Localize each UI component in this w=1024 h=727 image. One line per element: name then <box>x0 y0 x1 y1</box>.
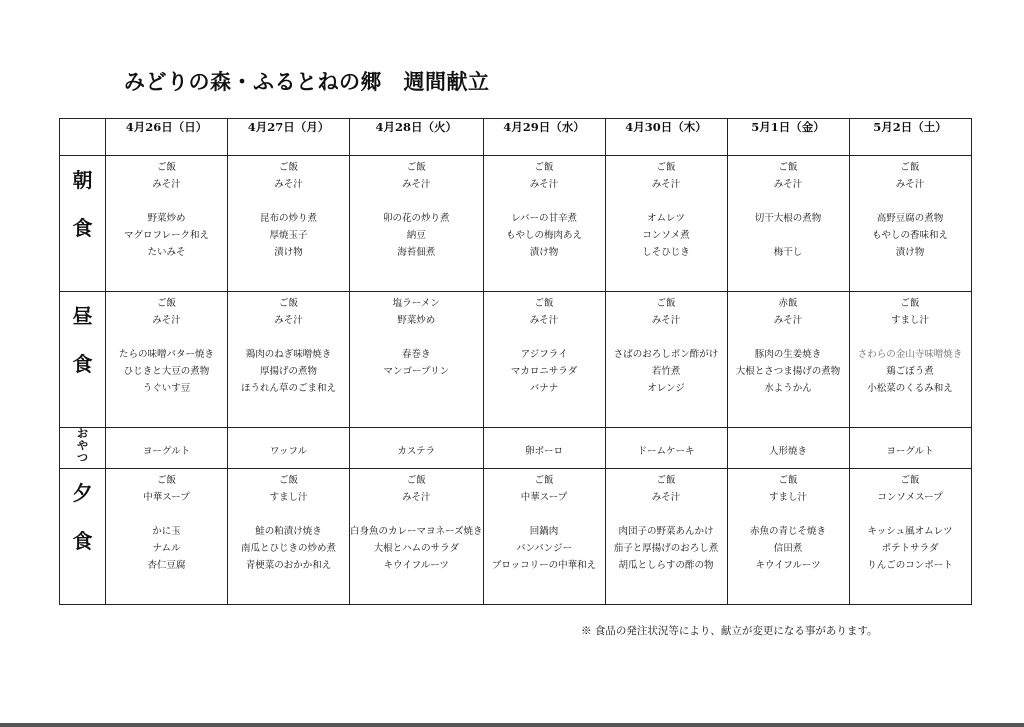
dinner-label-text: 夕食 <box>72 481 93 553</box>
menu-item: 厚焼玉子 <box>269 230 308 241</box>
menu-item <box>228 329 349 346</box>
menu-item: 中華スープ <box>143 492 190 503</box>
lunch-cell <box>483 292 605 428</box>
lunch-row <box>60 292 972 428</box>
snack-row <box>60 428 972 469</box>
menu-items <box>728 469 849 574</box>
menu-item: ブロッコリーの中華和え <box>491 560 597 571</box>
menu-item: キウイフルーツ <box>755 560 821 571</box>
menu-item: ご飯 <box>778 162 798 173</box>
page-title: みどりの森・ふるとねの郷 週間献立 <box>124 69 490 94</box>
menu-item: コンソメ煮 <box>642 230 690 241</box>
menu-item: ナムル <box>152 543 181 554</box>
menu-item: 杏仁豆腐 <box>147 560 186 571</box>
snack-cell <box>106 428 228 469</box>
menu-item: 青梗菜のおかか和え <box>245 560 332 571</box>
menu-items <box>606 156 727 261</box>
menu-item: 信田煮 <box>773 543 803 554</box>
menu-item: 春巻き <box>402 349 431 360</box>
menu-item: ご飯 <box>534 162 554 173</box>
menu-item: 野菜炒め <box>147 213 186 224</box>
menu-item: みそ汁 <box>152 315 181 326</box>
menu-item: 鮭の粕漬け焼き <box>255 526 322 537</box>
lunch-label-text: 昼食 <box>72 304 93 376</box>
menu-item: すまし汁 <box>891 315 930 326</box>
lunch-cell <box>106 292 228 428</box>
menu-item <box>728 329 849 346</box>
menu-item: 茄子と厚揚げのおろし煮 <box>613 543 719 554</box>
menu-item <box>728 227 849 244</box>
snack-cell <box>228 428 350 469</box>
menu-item: バンバンジー <box>515 543 573 554</box>
menu-item: 漬け物 <box>895 247 925 258</box>
menu-item: りんごのコンポート <box>867 560 953 571</box>
menu-item: 胡瓜としらすの酢の物 <box>618 560 714 571</box>
lunch-cell <box>605 292 727 428</box>
menu-item <box>728 193 849 210</box>
menu-items <box>850 292 971 397</box>
menu-item: しそひじき <box>642 247 690 258</box>
dinner-cell <box>483 469 605 605</box>
menu-item: 赤飯 <box>778 298 798 309</box>
lunch-cell <box>727 292 849 428</box>
menu-item: ご飯 <box>900 298 920 309</box>
menu-item: ご飯 <box>156 162 176 173</box>
menu-item <box>350 380 483 397</box>
lunch-label <box>60 292 106 428</box>
menu-items <box>228 156 349 261</box>
menu-item <box>106 506 227 523</box>
menu-item: ご飯 <box>156 298 176 309</box>
breakfast-cell <box>483 156 605 292</box>
snack-item: カステラ <box>397 445 436 457</box>
snack-item: 卵ボーロ <box>525 445 564 457</box>
dinner-row <box>60 469 972 605</box>
menu-item: ポテトサラダ <box>881 543 939 554</box>
menu-item: みそ汁 <box>895 179 925 190</box>
menu-item: ご飯 <box>534 298 554 309</box>
menu-item: 梅干し <box>773 247 803 258</box>
menu-item <box>484 506 605 523</box>
menu-item: みそ汁 <box>529 179 559 190</box>
menu-items <box>484 292 605 397</box>
menu-item: もやしの香味和え <box>872 230 949 241</box>
menu-item <box>484 329 605 346</box>
menu-item: 海苔佃煮 <box>397 247 436 258</box>
menu-item: さばのおろしポン酢がけ <box>613 349 719 360</box>
menu-item: コンソメスープ <box>877 492 943 503</box>
menu-item: ご飯 <box>900 475 920 486</box>
menu-item: もやしの梅肉あえ <box>506 230 583 241</box>
dinner-cell <box>106 469 228 605</box>
menu-items <box>484 156 605 261</box>
menu-item: 中華スープ <box>520 492 568 503</box>
day-header: 4月27日（月） <box>228 119 350 156</box>
lunch-cell <box>228 292 350 428</box>
menu-item: たらの味噌バター焼き <box>118 349 214 360</box>
breakfast-cell <box>106 156 228 292</box>
dinner-cell <box>727 469 849 605</box>
menu-item: ひじきと大豆の煮物 <box>123 366 210 377</box>
menu-item <box>350 193 483 210</box>
menu-item: ご飯 <box>406 162 426 173</box>
breakfast-row <box>60 156 972 292</box>
footnote: ※ 食品の発注状況等により、献立が変更になる事があります。 <box>581 625 878 637</box>
day-header: 5月2日（土） <box>849 119 971 156</box>
menu-item: みそ汁 <box>773 315 803 326</box>
menu-items <box>106 469 227 574</box>
menu-item: レバーの甘辛煮 <box>511 213 577 224</box>
snack-item: ドームケーキ <box>637 445 695 457</box>
menu-item <box>350 506 483 523</box>
menu-item: みそ汁 <box>773 179 803 190</box>
menu-item <box>228 506 349 523</box>
menu-item: ご飯 <box>900 162 920 173</box>
snack-item: ヨーグルト <box>142 445 191 457</box>
menu-item: さわらの金山寺味噌焼き <box>857 349 963 360</box>
menu-item: みそ汁 <box>651 492 681 503</box>
menu-item: 南瓜とひじきの炒め煮 <box>240 543 336 554</box>
menu-item: 昆布の炒り煮 <box>259 213 317 224</box>
menu-item: みそ汁 <box>529 315 559 326</box>
menu-item: ご飯 <box>278 298 298 309</box>
menu-item <box>850 329 971 346</box>
menu-item: バナナ <box>529 383 559 394</box>
breakfast-label <box>60 156 106 292</box>
menu-items <box>728 156 849 261</box>
menu-item: マカロニサラダ <box>510 366 578 377</box>
menu-item: オレンジ <box>647 383 685 394</box>
menu-item: ご飯 <box>406 475 426 486</box>
menu-item: 漬け物 <box>529 247 559 258</box>
menu-item: 切干大根の煮物 <box>754 213 822 224</box>
menu-items <box>728 292 849 397</box>
menu-item <box>106 193 227 210</box>
menu-item <box>606 193 727 210</box>
menu-item: みそ汁 <box>274 179 303 190</box>
menu-item: オムレツ <box>647 213 686 224</box>
menu-item: アジフライ <box>520 349 568 360</box>
menu-item: みそ汁 <box>651 179 681 190</box>
menu-item <box>606 506 727 523</box>
menu-item: みそ汁 <box>402 179 431 190</box>
lunch-cell <box>849 292 971 428</box>
menu-items <box>228 469 349 574</box>
menu-item: 小松菜のくるみ和え <box>867 383 953 394</box>
menu-item <box>850 193 971 210</box>
snack-cell <box>605 428 727 469</box>
breakfast-cell <box>228 156 350 292</box>
menu-item: すまし汁 <box>269 492 308 503</box>
menu-item: ご飯 <box>778 475 798 486</box>
menu-item: ご飯 <box>656 162 676 173</box>
menu-item <box>484 193 605 210</box>
menu-item <box>228 193 349 210</box>
menu-items <box>350 156 483 261</box>
menu-item <box>350 329 483 346</box>
snack-cell <box>483 428 605 469</box>
dinner-cell <box>228 469 350 605</box>
menu-items <box>606 469 727 574</box>
menu-item: キウイフルーツ <box>383 560 449 571</box>
menu-item: 回鍋肉 <box>529 526 559 537</box>
menu-item: たいみそ <box>147 247 186 258</box>
breakfast-label-text: 朝食 <box>72 168 93 240</box>
menu-item: 水ようかん <box>764 383 812 394</box>
breakfast-cell <box>727 156 849 292</box>
menu-items <box>350 292 483 397</box>
menu-items <box>850 156 971 261</box>
menu-item: 漬け物 <box>274 247 303 258</box>
corner-cell <box>60 119 106 156</box>
menu-items <box>484 469 605 574</box>
menu-item: 塩ラーメン <box>392 298 440 309</box>
menu-items <box>228 292 349 397</box>
snack-label-text: おやつ <box>77 427 88 464</box>
day-header: 4月28日（火） <box>350 119 484 156</box>
menu-item: マグロフレーク和え <box>123 230 210 241</box>
snack-cell <box>849 428 971 469</box>
menu-item: マンゴープリン <box>383 366 450 377</box>
bottom-bar <box>0 723 1024 727</box>
menu-item: ご飯 <box>656 475 676 486</box>
menu-item: ご飯 <box>534 475 554 486</box>
menu-items <box>106 156 227 261</box>
menu-item: みそ汁 <box>152 179 181 190</box>
menu-item: うぐいす豆 <box>142 383 191 394</box>
day-header: 4月29日（水） <box>483 119 605 156</box>
menu-item <box>606 329 727 346</box>
menu-item <box>106 329 227 346</box>
menu-item: 大根とハムのサラダ <box>373 543 459 554</box>
menu-item: ほうれん草のごま和え <box>240 383 336 394</box>
menu-items <box>850 469 971 574</box>
snack-label <box>60 428 106 469</box>
menu-item: 赤魚の青じそ焼き <box>750 526 827 537</box>
day-header: 4月26日（日） <box>106 119 228 156</box>
day-header-row <box>60 119 972 156</box>
snack-cell <box>727 428 849 469</box>
day-header: 5月1日（金） <box>727 119 849 156</box>
menu-item: みそ汁 <box>274 315 303 326</box>
menu-item: ご飯 <box>278 475 298 486</box>
dinner-cell <box>849 469 971 605</box>
menu-item: 鶏肉のねぎ味噌焼き <box>245 349 332 360</box>
menu-item: 若竹煮 <box>651 366 681 377</box>
menu-item: ご飯 <box>656 298 676 309</box>
snack-item: 人形焼き <box>769 445 808 457</box>
menu-item: ご飯 <box>278 162 298 173</box>
snack-item: ヨーグルト <box>886 445 934 457</box>
dinner-label <box>60 469 106 605</box>
menu-item: かに玉 <box>152 526 181 537</box>
menu-item: 鶏ごぼう煮 <box>886 366 934 377</box>
breakfast-cell <box>350 156 484 292</box>
menu-item: 厚揚げの煮物 <box>259 366 317 377</box>
menu-item <box>850 506 971 523</box>
menu-item: すまし汁 <box>769 492 808 503</box>
weekly-menu-table <box>59 118 972 605</box>
menu-items <box>106 292 227 397</box>
dinner-cell <box>605 469 727 605</box>
day-header: 4月30日（木） <box>605 119 727 156</box>
menu-item: みそ汁 <box>651 315 681 326</box>
dinner-cell <box>350 469 484 605</box>
menu-item: ご飯 <box>156 475 176 486</box>
snack-cell <box>350 428 484 469</box>
menu-item: 白身魚のカレーマヨネーズ焼き <box>350 526 483 537</box>
menu-item: 豚肉の生姜焼き <box>754 349 822 360</box>
menu-item: 野菜炒め <box>397 315 436 326</box>
menu-item: 納豆 <box>406 230 426 241</box>
menu-item: 大根とさつま揚げの煮物 <box>735 366 841 377</box>
menu-item: 肉団子の野菜あんかけ <box>618 526 714 537</box>
breakfast-cell <box>605 156 727 292</box>
menu-item: みそ汁 <box>402 492 431 503</box>
menu-items <box>350 469 483 574</box>
breakfast-cell <box>849 156 971 292</box>
menu-item: 高野豆腐の煮物 <box>876 213 944 224</box>
lunch-cell <box>350 292 484 428</box>
menu-item <box>728 506 849 523</box>
menu-item: 卯の花の炒り煮 <box>383 213 450 224</box>
snack-item: ワッフル <box>269 445 308 457</box>
menu-item: キッシュ風オムレツ <box>867 526 953 537</box>
menu-items <box>606 292 727 397</box>
